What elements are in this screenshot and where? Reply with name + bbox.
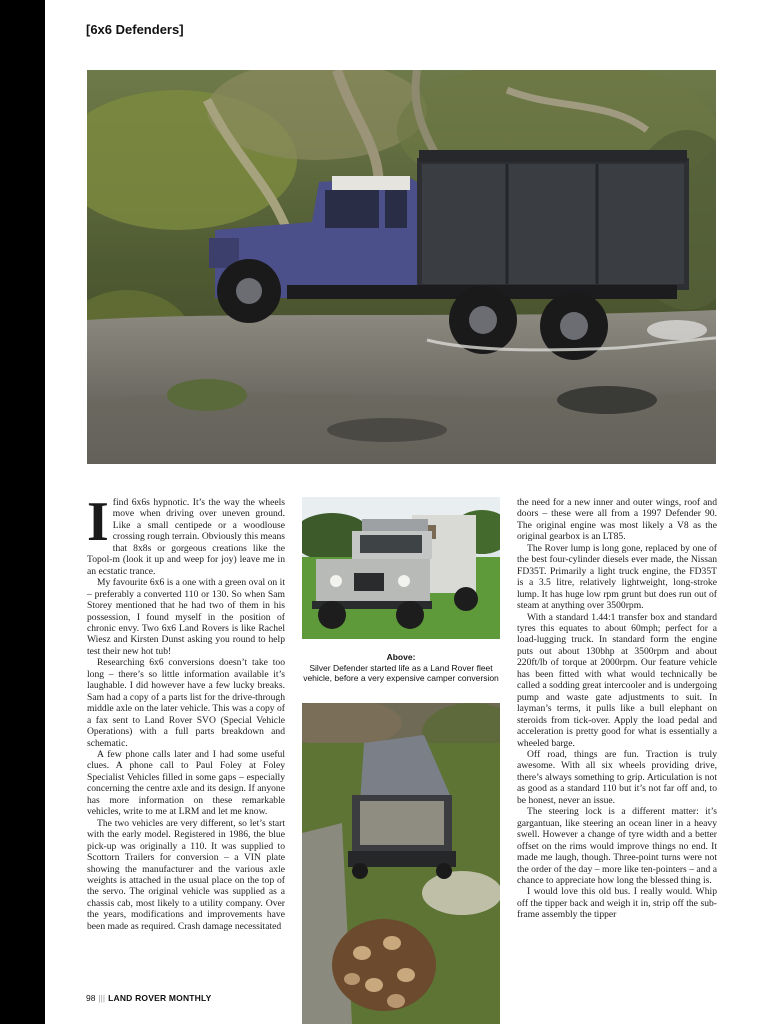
paragraph: find 6x6s hypnotic. It’s the way the wheels move when driving over uneven ground. Like a small centipede or a woodlouse crossing rough terrain. Obviously this means that 8x8s or gorgeous creations like the Topol-m (look it up and weep for joy) leave me in an ecstatic trance.: [87, 497, 285, 577]
footer-separator: |||: [98, 993, 106, 1003]
page-number: 98: [86, 993, 96, 1003]
paragraph: The steering lock is a different matter: it’s gargantuan, like steering an ocean liner in a heavy swell. However a change of tyre width and a better offset on the rims would improve things no end. It made me laugh, though. Three-point turns were not the order of the day – more like ten-pointers – and a chance to appreciate how long the blessed thing is.: [517, 806, 717, 886]
drop-cap: I: [87, 491, 109, 553]
page-footer: [86, 993, 212, 1003]
paragraph: I would love this old bus. I really would. Whip off the tipper back and weigh it in, strip off the sub-frame assembly the tipper: [517, 886, 717, 921]
paragraph: With a standard 1.44:1 transfer box and standard tyres this equates to about 60mph; perfect for a load-lugging truck. In standard form the engine puts out about 130bhp at 3500rpm and about 220ft/lb of torque at 2000rpm. Our feature vehicle has been fitted with what would technically be called a sodding great intercooler and is undergoing pump and waste gate adjustments to suit. In layman’s terms, it pulls like a bull elephant on steroids from tick-over. Apply the load pedal and acceleration is pretty good for what is essentially a wheeled barge.: [517, 611, 717, 749]
paragraph: The two vehicles are very different, so let’s start with the early model. Registered in 1986, the blue pick-up was originally a 110. It was supplied to Scottorn Trailers for conversion – a VIN plate showing the manufacturer and the various axle weights is attached in the usual place on the top of the servo. The original vehicle was supplied as a chassis cab, most likely to a utility company. Over the years, modifications and improvements have been made as required. Crash damage necessitated: [87, 817, 285, 932]
paragraph: A few phone calls later and I had some useful clues. A phone call to Paul Foley at Foley Specialist Vehicles filled in some gaps – especially concerning the centre axle and its design. If anyone has more information on these remarkable vehicles, write to me at LRM and let me know.: [87, 748, 285, 818]
photo-tipper-from-above: [302, 703, 500, 1024]
paragraph: the need for a new inner and outer wings, roof and doors – these were all from a 1997 Defender 90. The original engine was most likely a V8 as the original gearbox is an LT85.: [517, 497, 717, 543]
caption-title: Above:: [386, 652, 416, 662]
article-column-3: [517, 497, 717, 921]
paragraph: Researching 6x6 conversions doesn’t take too long – there’s so little information available it’s laughable. I did however have a few lucky breaks. Sam had a copy of a parts list for the drive-through middle axle on the later vehicle. This was a copy of a fax sent to Land Rover SVO (Special Vehicle Operations) with a full parts breakdown and schematic.: [87, 657, 285, 749]
magazine-name: LAND ROVER MONTHLY: [108, 993, 212, 1003]
section-tag: [6x6 Defenders]: [86, 22, 184, 37]
paragraph: The Rover lump is long gone, replaced by one of the best four-cylinder diesels ever made, the Nissan FD35T. Primarily a light truck engine, the FD35T is a 3.5 litre, relatively lightweight, long-stroke lump. It has huge low rpm grunt but does run out of steam at anything over 3500rpm.: [517, 542, 717, 612]
paragraph: Off road, things are fun. Traction is truly awesome. With all six wheels providing drive, there’s always something to grip. Articulation is not as good as a standard 110 but it’s not far off and, to be honest, never an issue.: [517, 748, 717, 806]
photo-caption: [302, 652, 500, 684]
page-spine: [0, 0, 45, 1024]
hero-photo-blue-6x6-river: [87, 70, 716, 464]
photo-silver-defender-camper: [302, 497, 500, 639]
article-column-1: [87, 491, 285, 932]
paragraph: My favourite 6x6 is a one with a green oval on it – preferably a converted 110 or 130. So when Sam Storey mentioned that he had two of them in his possession, I found myself in the position of chronic envy. Two 6x6 Land Rovers is like Rachel Wiesz and Kirsten Dunst asking you round to help test their new hot tub!: [87, 577, 285, 657]
caption-text: Silver Defender started life as a Land Rover fleet vehicle, before a very expensive camper conversion: [303, 662, 499, 683]
